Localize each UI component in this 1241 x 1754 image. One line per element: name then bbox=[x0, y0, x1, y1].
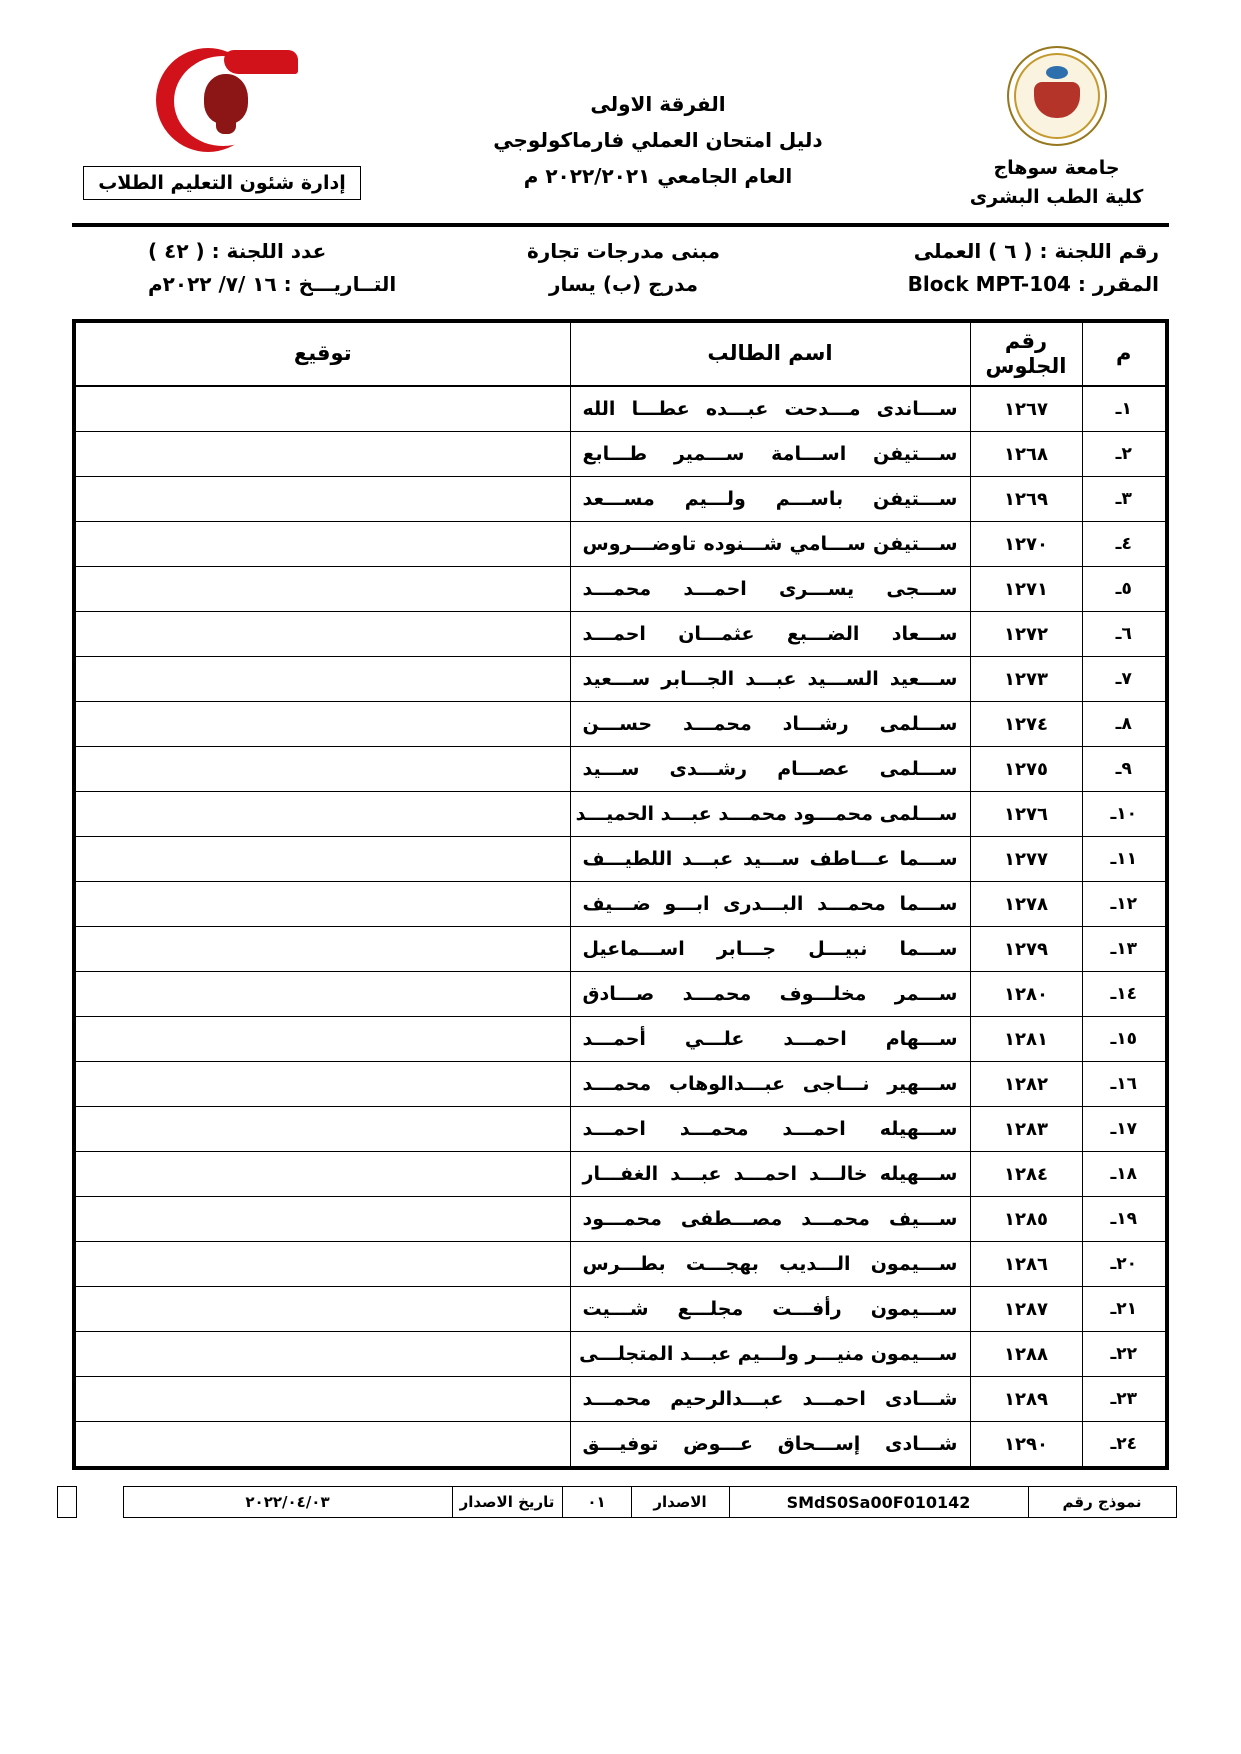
student-name: ســـهير نـــاجى عبـــدالوهاب محمـــد bbox=[570, 1062, 970, 1107]
seat-number: ١٢٧٩ bbox=[970, 927, 1082, 972]
seat-number: ١٢٨٤ bbox=[970, 1152, 1082, 1197]
table-row bbox=[74, 567, 1167, 612]
col-header-name: اسم الطالب bbox=[570, 321, 970, 386]
footer-issue-date-label: تاريخ الاصدار bbox=[451, 1486, 563, 1518]
table-row bbox=[74, 1197, 1167, 1242]
table-row bbox=[74, 702, 1167, 747]
table-row bbox=[74, 522, 1167, 567]
student-name: ســـيف محمـــد مصـــطفى محمـــود bbox=[570, 1197, 970, 1242]
roster-body bbox=[74, 386, 1167, 1468]
signature-cell bbox=[74, 927, 570, 972]
table-row bbox=[74, 1242, 1167, 1287]
title-year: الفرقة الاولى bbox=[590, 92, 726, 116]
signature-cell bbox=[74, 567, 570, 612]
title-academic-year: العام الجامعي ٢٠٢٢/٢٠٢١ م bbox=[523, 164, 793, 188]
student-name: ســـيمون رأفـــت مجلـــع شـــيت bbox=[570, 1287, 970, 1332]
hall-name: مدرج (ب) يسار bbox=[548, 272, 699, 296]
title-exam: دليل امتحان العملي فارماكولوجي bbox=[493, 128, 823, 152]
committee-number: رقم اللجنة : ( ٦ ) العملى bbox=[913, 239, 1159, 263]
signature-cell bbox=[74, 1197, 570, 1242]
row-index: ٩ـ bbox=[1082, 747, 1167, 792]
signature-cell bbox=[74, 1377, 570, 1422]
table-row bbox=[74, 1332, 1167, 1377]
seat-number: ١٢٨٠ bbox=[970, 972, 1082, 1017]
signature-cell bbox=[74, 1422, 570, 1469]
info-row-1 bbox=[148, 239, 1159, 263]
page-header bbox=[0, 0, 1241, 211]
building-name: مبنى مدرجات تجارة bbox=[526, 239, 721, 263]
student-name: ســـهيله خالـــد احمـــد عبـــد الغفـــار bbox=[570, 1152, 970, 1197]
footer-version-value: ٠١ bbox=[562, 1486, 632, 1518]
row-index: ٢٢ـ bbox=[1082, 1332, 1167, 1377]
student-name: ســـتيفن باســـم ولـــيم مســـعد bbox=[570, 477, 970, 522]
signature-cell bbox=[74, 972, 570, 1017]
university-name: جامعة سوهاج bbox=[993, 157, 1120, 179]
row-index: ١٥ـ bbox=[1082, 1017, 1167, 1062]
row-index: ٢٠ـ bbox=[1082, 1242, 1167, 1287]
signature-cell bbox=[74, 792, 570, 837]
footer-form-label: نموذج رقم bbox=[1027, 1486, 1177, 1518]
row-index: ١٤ـ bbox=[1082, 972, 1167, 1017]
table-row bbox=[74, 1152, 1167, 1197]
sohag-university-seal-icon bbox=[1007, 46, 1107, 146]
seat-number: ١٢٨٩ bbox=[970, 1377, 1082, 1422]
signature-cell bbox=[74, 1152, 570, 1197]
department-name-box: إدارة شئون التعليم الطلاب bbox=[83, 166, 361, 200]
seat-number: ١٢٨٦ bbox=[970, 1242, 1082, 1287]
seat-number: ١٢٨٣ bbox=[970, 1107, 1082, 1152]
table-row bbox=[74, 1017, 1167, 1062]
row-index: ٦ـ bbox=[1082, 612, 1167, 657]
table-row bbox=[74, 477, 1167, 522]
table-row bbox=[74, 657, 1167, 702]
table-row bbox=[74, 1062, 1167, 1107]
row-index: ١ـ bbox=[1082, 386, 1167, 432]
row-index: ٣ـ bbox=[1082, 477, 1167, 522]
signature-cell bbox=[74, 1107, 570, 1152]
signature-cell bbox=[74, 477, 570, 522]
student-name: ســـما نبيـــل جـــابر اســـماعيل bbox=[570, 927, 970, 972]
student-name: ســـتيفن اســـامة ســـمير طـــابع bbox=[570, 432, 970, 477]
roster-header-row bbox=[74, 321, 1167, 386]
student-name: ســـيمون منيـــر ولـــيم عبـــد المتجلـــى bbox=[570, 1332, 970, 1377]
footer-version-label: الاصدار bbox=[630, 1486, 730, 1518]
table-row bbox=[74, 1422, 1167, 1469]
row-index: ١٦ـ bbox=[1082, 1062, 1167, 1107]
signature-cell bbox=[74, 1242, 570, 1287]
signature-cell bbox=[74, 432, 570, 477]
student-name: ســـعاد الضـــبع عثمـــان احمـــد bbox=[570, 612, 970, 657]
row-index: ١٩ـ bbox=[1082, 1197, 1167, 1242]
table-row bbox=[74, 882, 1167, 927]
faculty-of-medicine-crest-icon bbox=[142, 46, 302, 154]
table-row bbox=[74, 747, 1167, 792]
table-row bbox=[74, 1287, 1167, 1332]
committee-count: عدد اللجنة : ( ٤٢ ) bbox=[148, 239, 327, 263]
signature-cell bbox=[74, 882, 570, 927]
row-index: ١٧ـ bbox=[1082, 1107, 1167, 1152]
signature-cell bbox=[74, 1332, 570, 1377]
signature-cell bbox=[74, 522, 570, 567]
exam-date: التــاريـــخ : ١٦ /٧/ ٢٠٢٢م bbox=[148, 272, 397, 296]
table-row bbox=[74, 792, 1167, 837]
course-code: المقرر : Block MPT-104 bbox=[907, 272, 1159, 296]
row-index: ٤ـ bbox=[1082, 522, 1167, 567]
seat-number: ١٢٧٠ bbox=[970, 522, 1082, 567]
row-index: ٢٤ـ bbox=[1082, 1422, 1167, 1469]
row-index: ٢١ـ bbox=[1082, 1287, 1167, 1332]
footer-issue-date-value: ٢٠٢٢/٠٤/٠٣ bbox=[123, 1486, 453, 1518]
seat-number: ١٢٧١ bbox=[970, 567, 1082, 612]
footer-corner-box bbox=[57, 1486, 77, 1518]
roster-header bbox=[74, 321, 1167, 386]
student-name: ســـجى يســـرى احمـــد محمـــد bbox=[570, 567, 970, 612]
student-roster-table bbox=[72, 319, 1169, 1470]
seat-number: ١٢٨٧ bbox=[970, 1287, 1082, 1332]
row-index: ٢٣ـ bbox=[1082, 1377, 1167, 1422]
seat-number: ١٢٨١ bbox=[970, 1017, 1082, 1062]
student-name: ســـتيفن ســـامي شـــنوده تاوضـــروس bbox=[570, 522, 970, 567]
col-header-signature: توقيع bbox=[74, 321, 570, 386]
crest-calligraphy-shape bbox=[224, 50, 298, 74]
student-name: شـــادى احمـــد عبـــدالرحيم محمـــد bbox=[570, 1377, 970, 1422]
row-index: ٥ـ bbox=[1082, 567, 1167, 612]
university-block bbox=[944, 46, 1169, 211]
seat-number: ١٢٧٣ bbox=[970, 657, 1082, 702]
seat-number: ١٢٧٧ bbox=[970, 837, 1082, 882]
footer-form-code: SMdS0Sa00F010142 bbox=[729, 1486, 1029, 1518]
row-index: ٢ـ bbox=[1082, 432, 1167, 477]
signature-cell bbox=[74, 1287, 570, 1332]
student-name: ســـلمى عصـــام رشـــدى ســـيد bbox=[570, 747, 970, 792]
document-title-block bbox=[372, 46, 944, 194]
student-name: ســـهيله احمـــد محمـــد احمـــد bbox=[570, 1107, 970, 1152]
department-block bbox=[72, 46, 372, 200]
signature-cell bbox=[74, 386, 570, 432]
table-row bbox=[74, 612, 1167, 657]
exam-info-section bbox=[0, 227, 1241, 309]
student-name: ســـيمون الـــديب بهجـــت بطـــرس bbox=[570, 1242, 970, 1287]
col-header-seat: رقم الجلوس bbox=[970, 321, 1082, 386]
student-name: شـــادى إســـحاق عـــوض توفيـــق bbox=[570, 1422, 970, 1469]
student-name: ســـلمى رشـــاد محمـــد حســـن bbox=[570, 702, 970, 747]
table-row bbox=[74, 1107, 1167, 1152]
table-row bbox=[74, 837, 1167, 882]
row-index: ١٨ـ bbox=[1082, 1152, 1167, 1197]
col-header-number: م bbox=[1082, 321, 1167, 386]
student-name: ســـهام احمـــد علـــي أحمـــد bbox=[570, 1017, 970, 1062]
student-name: ســـمر مخلـــوف محمـــد صـــادق bbox=[570, 972, 970, 1017]
table-row bbox=[74, 432, 1167, 477]
signature-cell bbox=[74, 657, 570, 702]
student-name: ســـعيد الســـيد عبـــد الجـــابر ســـعيد bbox=[570, 657, 970, 702]
seat-number: ١٢٦٩ bbox=[970, 477, 1082, 522]
signature-cell bbox=[74, 837, 570, 882]
signature-cell bbox=[74, 747, 570, 792]
signature-cell bbox=[74, 1062, 570, 1107]
seat-number: ١٢٧٥ bbox=[970, 747, 1082, 792]
seat-number: ١٢٨٨ bbox=[970, 1332, 1082, 1377]
row-index: ١٢ـ bbox=[1082, 882, 1167, 927]
row-index: ١٣ـ bbox=[1082, 927, 1167, 972]
seat-number: ١٢٧٨ bbox=[970, 882, 1082, 927]
form-footer bbox=[58, 1486, 1177, 1518]
table-row bbox=[74, 972, 1167, 1017]
row-index: ٨ـ bbox=[1082, 702, 1167, 747]
seat-number: ١٢٧٢ bbox=[970, 612, 1082, 657]
student-name: ســـاندى مـــدحت عبـــده عطـــا الله bbox=[570, 386, 970, 432]
table-row bbox=[74, 1377, 1167, 1422]
table-row bbox=[74, 386, 1167, 432]
student-name: ســـما محمـــد البـــدرى ابـــو ضـــيف bbox=[570, 882, 970, 927]
student-name: ســـلمى محمـــود محمـــد عبـــد الحميـــد bbox=[570, 792, 970, 837]
signature-cell bbox=[74, 612, 570, 657]
seat-number: ١٢٩٠ bbox=[970, 1422, 1082, 1469]
signature-cell bbox=[74, 1017, 570, 1062]
info-row-2 bbox=[148, 272, 1159, 296]
faculty-name: كلية الطب البشرى bbox=[969, 185, 1144, 208]
seat-number: ١٢٦٨ bbox=[970, 432, 1082, 477]
seat-number: ١٢٨٥ bbox=[970, 1197, 1082, 1242]
signature-cell bbox=[74, 702, 570, 747]
seat-number: ١٢٧٤ bbox=[970, 702, 1082, 747]
seat-number: ١٢٨٢ bbox=[970, 1062, 1082, 1107]
row-index: ١٠ـ bbox=[1082, 792, 1167, 837]
crest-face-chin bbox=[216, 120, 236, 134]
seat-number: ١٢٧٦ bbox=[970, 792, 1082, 837]
table-row bbox=[74, 927, 1167, 972]
crest-face-shape bbox=[204, 74, 248, 124]
row-index: ٧ـ bbox=[1082, 657, 1167, 702]
student-name: ســـما عـــاطف ســـيد عبـــد اللطيـــف bbox=[570, 837, 970, 882]
seat-number: ١٢٦٧ bbox=[970, 386, 1082, 432]
row-index: ١١ـ bbox=[1082, 837, 1167, 882]
